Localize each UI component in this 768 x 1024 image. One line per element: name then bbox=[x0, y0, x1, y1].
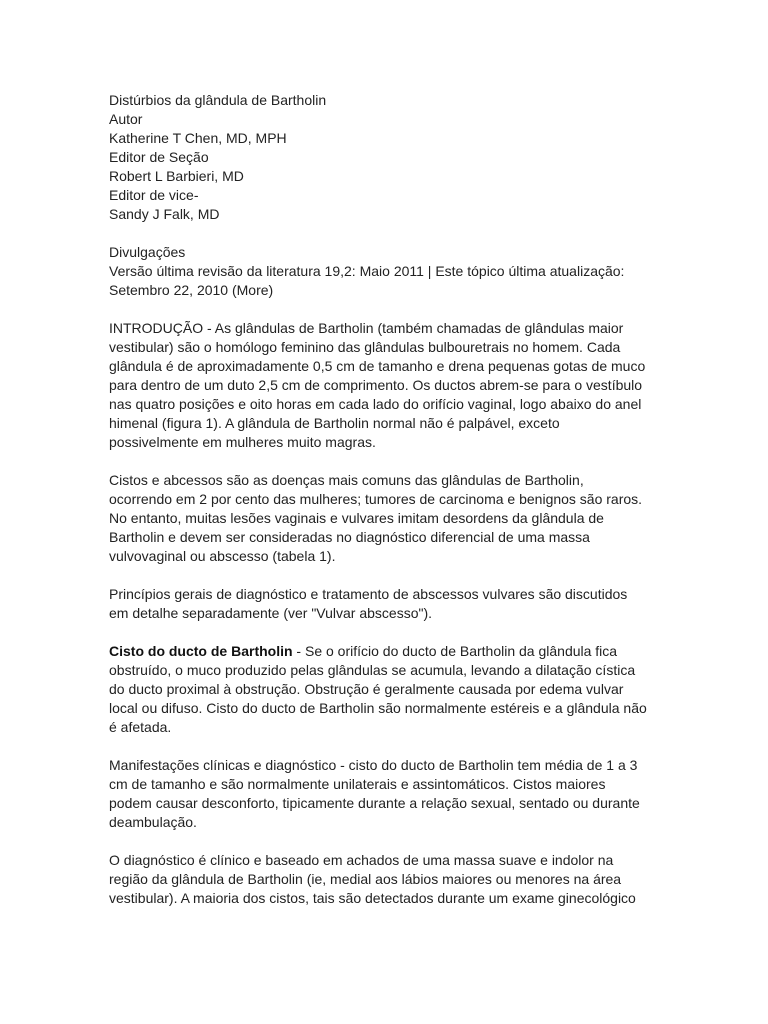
author-name: Katherine T Chen, MD, MPH bbox=[109, 130, 287, 146]
paragraph-line: obstruído, o muco produzido pelas glândulas se acumula, levando a dilatação cística bbox=[109, 662, 636, 678]
paragraph-line: do ducto proximal à obstrução. Obstrução é geralmente causada por edema vulvar bbox=[109, 681, 624, 697]
paragraph-line: Bartholin e devem ser consideradas no diagnóstico diferencial de uma massa bbox=[109, 529, 590, 545]
principles-paragraph bbox=[109, 585, 689, 623]
author-label: Autor bbox=[109, 111, 143, 127]
disclosures-line: Setembro 22, 2010 (More) bbox=[109, 282, 274, 298]
disclosures-line: Versão última revisão da literatura 19,2: Maio 2011 | Este tópico última atualização: bbox=[109, 263, 625, 279]
paragraph-line: INTRODUÇÃO - As glândulas de Bartholin (também chamadas de glândulas maior bbox=[109, 320, 624, 336]
paragraph-line: em detalhe separadamente (ver "Vulvar abscesso"). bbox=[109, 605, 433, 621]
header-block bbox=[109, 91, 689, 224]
paragraph-line: região da glândula de Bartholin (ie, medial aos lábios maiores ou menores na área bbox=[109, 871, 622, 887]
paragraph-line: Manifestações clínicas e diagnóstico - cisto do ducto de Bartholin tem média de 1 a 3 bbox=[109, 757, 638, 773]
paragraph-line: possivelmente em mulheres muito magras. bbox=[109, 434, 376, 450]
section-editor-name: Robert L Barbieri, MD bbox=[109, 168, 244, 184]
paragraph-line: podem causar desconforto, tipicamente durante a relação sexual, sentado ou durante bbox=[109, 795, 640, 811]
document-page bbox=[109, 91, 689, 927]
duct-cyst-heading: Cisto do ducto de Bartholin bbox=[109, 643, 293, 659]
cysts-paragraph bbox=[109, 471, 689, 566]
disclosures-label: Divulgações bbox=[109, 244, 186, 260]
diagnosis-paragraph bbox=[109, 851, 689, 908]
intro-paragraph bbox=[109, 319, 689, 452]
paragraph-line: deambulação. bbox=[109, 814, 197, 830]
disclosures-block bbox=[109, 243, 689, 300]
paragraph-line: ocorrendo em 2 por cento das mulheres; tumores de carcinoma e benignos são raros. bbox=[109, 491, 643, 507]
deputy-editor-name: Sandy J Falk, MD bbox=[109, 206, 220, 222]
paragraph-line: vestibular). A maioria dos cistos, tais são detectados durante um exame ginecológico bbox=[109, 890, 636, 906]
paragraph-line: para dentro de um duto 2,5 cm de comprimento. Os ductos abrem-se para o vestíbulo bbox=[109, 377, 643, 393]
paragraph-line: vestibular) são o homólogo feminino das glândulas bulbouretrais no homem. Cada bbox=[109, 339, 621, 355]
document-title: Distúrbios da glândula de Bartholin bbox=[109, 92, 327, 108]
paragraph-line: himenal (figura 1). A glândula de Bartholin normal não é palpável, exceto bbox=[109, 415, 560, 431]
paragraph-line: cm de tamanho e são normalmente unilaterais e assintomáticos. Cistos maiores bbox=[109, 776, 606, 792]
paragraph-line: local ou difuso. Cisto do ducto de Bartholin são normalmente estéreis e a glândula não bbox=[109, 700, 647, 716]
deputy-editor-label: Editor de vice- bbox=[109, 187, 199, 203]
paragraph-line: nas quatro posições e oito horas em cada lado do orifício vaginal, logo abaixo do anel bbox=[109, 396, 642, 412]
manifestations-paragraph bbox=[109, 756, 689, 832]
paragraph-line: Cistos e abcessos são as doenças mais comuns das glândulas de Bartholin, bbox=[109, 472, 584, 488]
paragraph-line bbox=[109, 642, 689, 661]
duct-cyst-paragraph bbox=[109, 642, 689, 737]
duct-cyst-first-line: - Se o orifício do ducto de Bartholin da glândula fica bbox=[292, 643, 618, 659]
paragraph-line: vulvovaginal ou abscesso (tabela 1). bbox=[109, 548, 336, 564]
paragraph-line: Princípios gerais de diagnóstico e tratamento de abscessos vulvares são discutidos bbox=[109, 586, 628, 602]
section-editor-label: Editor de Seção bbox=[109, 149, 209, 165]
paragraph-line: é afetada. bbox=[109, 719, 172, 735]
paragraph-line: glândula é de aproximadamente 0,5 cm de tamanho e drena pequenas gotas de muco bbox=[109, 358, 646, 374]
paragraph-line: O diagnóstico é clínico e baseado em achados de uma massa suave e indolor na bbox=[109, 852, 614, 868]
paragraph-line: No entanto, muitas lesões vaginais e vulvares imitam desordens da glândula de bbox=[109, 510, 604, 526]
